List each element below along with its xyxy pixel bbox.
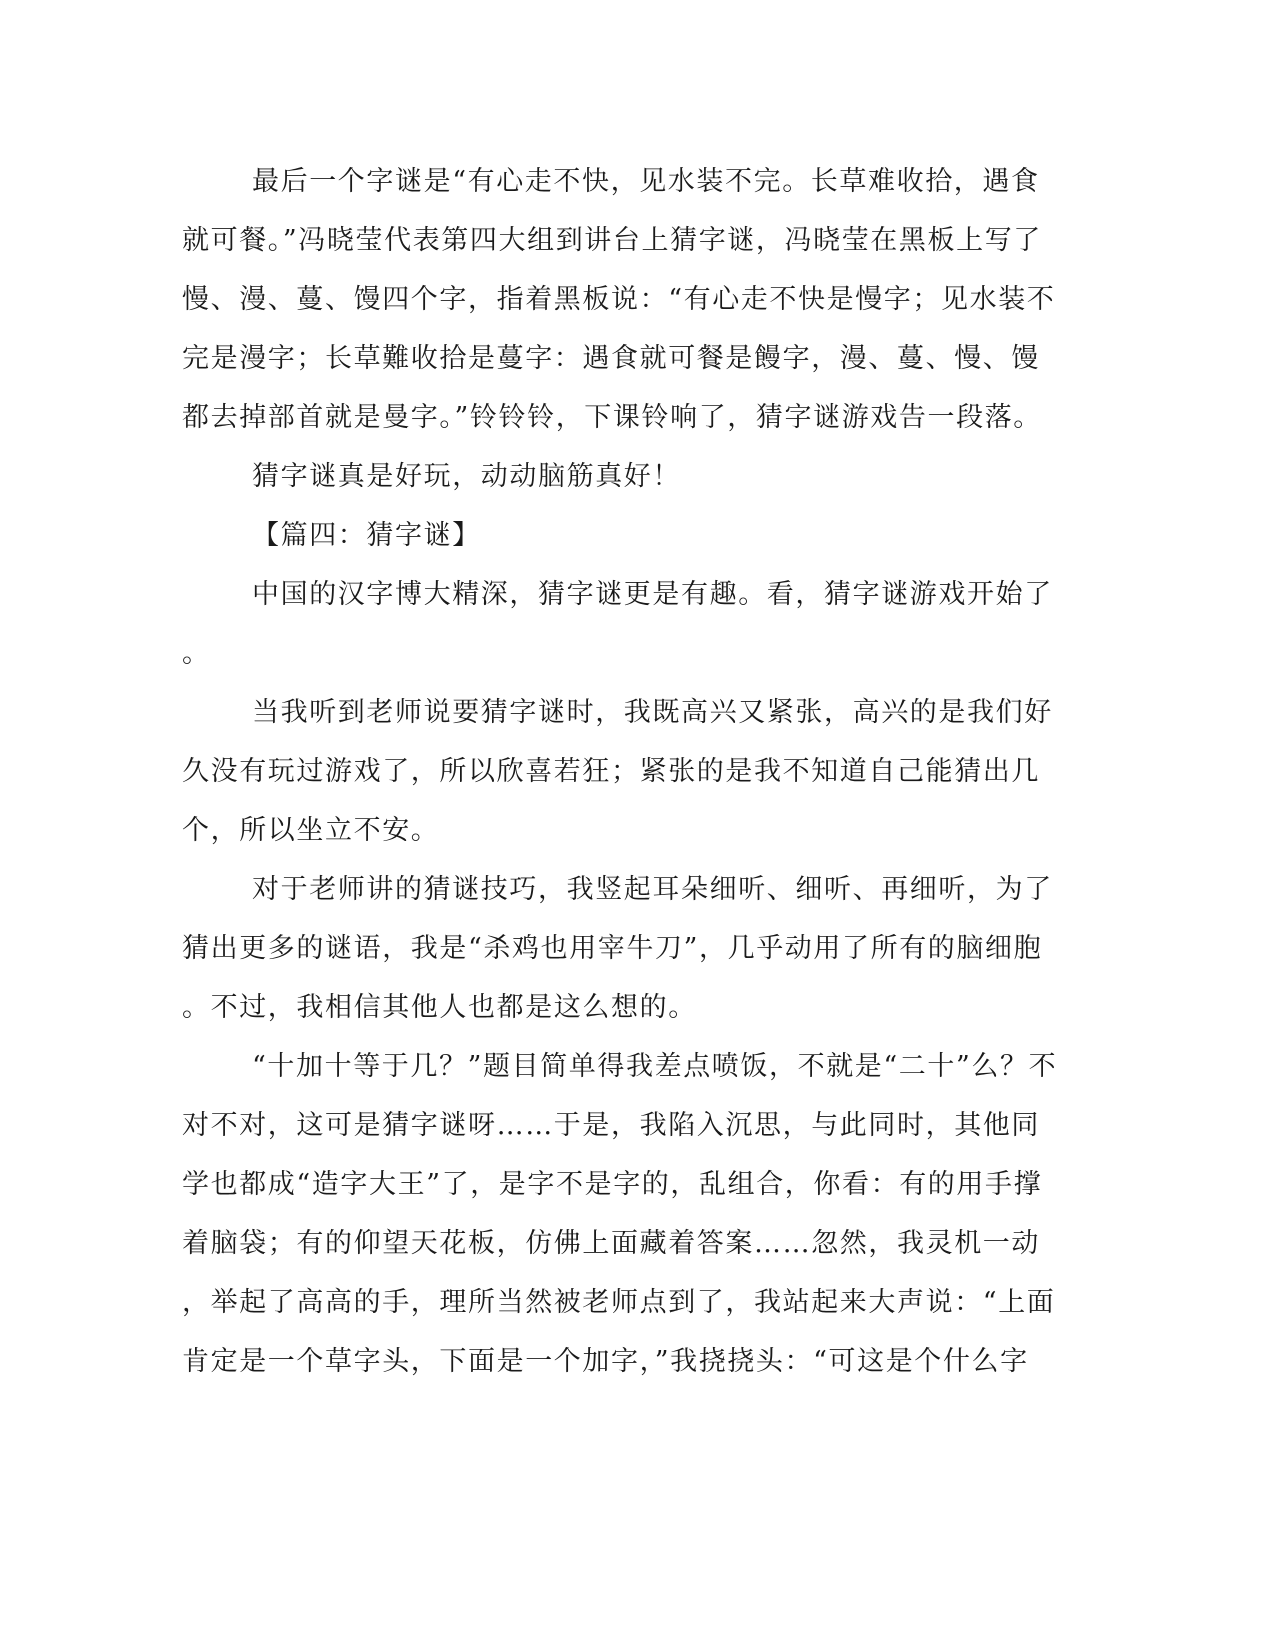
paragraph-line: 都去掉部首就是曼字。”铃铃铃，下课铃响了，猜字谜游戏告一段落。 [182,402,1042,433]
paragraph-line: 慢、漫、蔓、馒四个字，指着黑板说：“有心走不快是慢字；见水装不 [182,284,1056,315]
paragraph-line: 对不对，这可是猜字谜呀……于是，我陷入沉思，与此同时，其他同 [182,1110,1040,1141]
paragraph-line: 对于老师讲的猜谜技巧，我竖起耳朵细听、细听、再细听，为了 [252,874,1053,905]
paragraph-line: “十加十等于几？”题目简单得我差点喷饭，不就是“二十”么？不 [252,1051,1058,1082]
paragraph-line: 猜字谜真是好玩，动动脑筋真好！ [252,461,681,492]
paragraph-line: 中国的汉字博大精深，猜字谜更是有趣。看，猜字谜游戏开始了 [252,579,1053,610]
paragraph-line: 肯定是一个草字头，下面是一个加字，”我挠挠头：“可这是个什么字 [182,1346,1029,1377]
paragraph-line: 。不过，我相信其他人也都是这么想的。 [182,992,697,1023]
paragraph-line: 当我听到老师说要猜字谜时，我既高兴又紧张，高兴的是我们好 [252,697,1053,728]
paragraph-line: ，举起了高高的手，理所当然被老师点到了，我站起来大声说：“上面 [182,1287,1056,1318]
paragraph-line: 久没有玩过游戏了，所以欣喜若狂；紧张的是我不知道自己能猜出几 [182,756,1040,787]
paragraph-line: 个，所以坐立不安。 [182,815,440,846]
paragraph-line: 最后一个字谜是“有心走不快，见水装不完。长草难收拾，遇食 [252,166,1040,197]
paragraph-line: 就可餐。”冯晓莹代表第四大组到讲台上猜字谜，冯晓莹在黑板上写了 [182,225,1042,256]
paragraph-line: 猜出更多的谜语，我是“杀鸡也用宰牛刀”，几乎动用了所有的脑细胞 [182,933,1043,964]
paragraph-line: 完是漫字；长草難收拾是蔓字：遇食就可餐是饅字，漫、蔓、慢、馒 [182,343,1040,374]
paragraph-line: 学也都成“造字大王”了，是字不是字的，乱组合，你看：有的用手撑 [182,1169,1043,1200]
paragraph-line: 着脑袋；有的仰望天花板，仿佛上面藏着答案……忽然，我灵机一动 [182,1228,1040,1259]
section-heading: 【篇四：猜字谜】 [252,520,481,551]
paragraph-line: 。 [182,638,211,669]
